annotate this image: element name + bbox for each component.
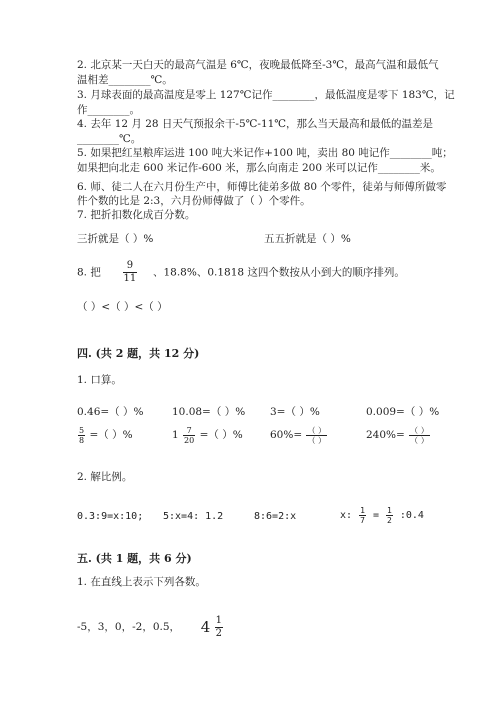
numberline-values bbox=[77, 614, 224, 640]
oral-calc-6-den: 20 bbox=[184, 435, 195, 445]
oral-calc-3: 3=（ ）% bbox=[270, 406, 320, 418]
q2-line1: 2. 北京某一天白天的最高气温是 6℃，夜晚最低降至-3℃，最高气温和最低气 bbox=[77, 59, 439, 71]
proportion-4-mid: = bbox=[372, 510, 379, 521]
section5-q1-title: 1. 在直线上表示下列各数。 bbox=[77, 576, 206, 588]
proportion-1: 0.3:9=x:10; bbox=[77, 511, 144, 522]
oral-calc-5-num: 5 bbox=[79, 425, 85, 435]
oral-calc-6-fraction bbox=[183, 426, 195, 445]
numberline-number-list: -5，3，0，-2，0.5， bbox=[77, 621, 181, 633]
q7-title: 7. 把折扣数化成百分数。 bbox=[77, 209, 196, 221]
oral-calc-6-tail: =（ ）% bbox=[199, 429, 243, 441]
proportion-4-frac2 bbox=[386, 506, 393, 525]
q5-line2: 如果把向北走 600 米记作-600 米，那么向南走 200 米可以记作________米。 bbox=[77, 162, 441, 174]
q8-frac-num: 9 bbox=[123, 260, 138, 273]
oral-calc-5-fraction bbox=[78, 426, 85, 445]
section5-heading: 五. (共 1 题，共 6 分) bbox=[77, 552, 192, 565]
oral-calc-5-den: 8 bbox=[79, 435, 85, 445]
oral-calc-8-head: 240%= bbox=[366, 429, 405, 441]
q3-line2: 作________。 bbox=[77, 104, 140, 116]
q8-fraction bbox=[123, 260, 138, 285]
q8-blanks: （ ）<（ ）<（ ） bbox=[77, 301, 168, 313]
q4-line2: ________℃。 bbox=[77, 133, 142, 145]
oral-calc-6-whole: 1 bbox=[172, 429, 179, 441]
q8-frac-den: 11 bbox=[123, 273, 137, 284]
mixed-number-whole: 4 bbox=[200, 618, 211, 636]
oral-calc-7-head: 60%= bbox=[270, 429, 303, 441]
q8-line bbox=[77, 260, 405, 285]
q6-line1: 6. 师、徒二人在六月份生产中，师傅比徒弟多做 80 个零件，徒弟与师傅所做零 bbox=[77, 181, 447, 193]
section4-heading: 四. (共 2 题，共 12 分) bbox=[77, 347, 200, 360]
q4-line1: 4. 去年 12 月 28 日天气预报余干-5℃-11℃，那么当天最高和最低的温差是 bbox=[77, 118, 434, 130]
oral-calc-7-num: （ ） bbox=[307, 425, 327, 435]
oral-calc-7-fraction bbox=[306, 426, 327, 445]
q5-line1: 5. 如果把红星粮库运进 100 吨大米记作+100 吨，卖出 80 吨记作________吨； bbox=[77, 147, 453, 159]
proportion-4-frac1 bbox=[359, 506, 366, 525]
oral-calc-6 bbox=[172, 424, 243, 446]
proportion-4 bbox=[340, 504, 424, 528]
q7-left: 三折就是（ ）% bbox=[77, 233, 154, 245]
oral-calc-8 bbox=[366, 424, 431, 446]
oral-calc-4: 0.009=（ ）% bbox=[366, 406, 440, 418]
q3-line1: 3. 月球表面的最高温度是零上 127℃记作________，最低温度是零下 183℃，记 bbox=[77, 89, 455, 101]
oral-calc-8-fraction bbox=[409, 426, 430, 445]
proportion-4-num2: 1 bbox=[387, 505, 392, 515]
proportion-4-num1: 1 bbox=[360, 505, 365, 515]
oral-calc-5-tail: =（ ）% bbox=[89, 429, 133, 441]
proportion-4-tail: :0.4 bbox=[399, 510, 424, 521]
proportion-2: 5:x=4: 1.2 bbox=[163, 511, 224, 522]
oral-calc-7 bbox=[270, 424, 328, 446]
q2-line2: 温相差________℃。 bbox=[77, 74, 173, 86]
proportion-4-den1: 7 bbox=[360, 515, 365, 525]
section4-q2-title: 2. 解比例。 bbox=[77, 471, 133, 483]
q7-right: 五五折就是（ ）% bbox=[264, 233, 351, 245]
oral-calc-8-num: （ ） bbox=[410, 425, 429, 435]
oral-calc-2: 10.08=（ ）% bbox=[172, 406, 246, 418]
proportion-4-den2: 2 bbox=[387, 515, 392, 525]
oral-calc-8-den: （ ） bbox=[410, 435, 429, 445]
mixed-number-den: 2 bbox=[215, 627, 222, 639]
proportion-4-head: x: bbox=[340, 510, 353, 521]
section4-q1-title: 1. 口算。 bbox=[77, 374, 122, 386]
q8-suffix: 、18.8%、0.1818 这四个数按从小到大的顺序排列。 bbox=[152, 266, 405, 279]
proportion-3: 8:6=2:x bbox=[254, 511, 297, 522]
oral-calc-7-den: （ ） bbox=[307, 435, 327, 445]
mixed-number-fraction bbox=[215, 615, 223, 640]
oral-calc-5 bbox=[77, 424, 133, 446]
mixed-number-num: 1 bbox=[215, 614, 222, 626]
oral-calc-6-num: 7 bbox=[183, 426, 195, 436]
oral-calc-1: 0.46=（ ）% bbox=[77, 406, 144, 418]
q6-line2: 件个数的比是 2:3，六月份师傅做了（ ）个零件。 bbox=[77, 195, 311, 207]
q8-prefix: 8. 把 bbox=[77, 266, 101, 279]
